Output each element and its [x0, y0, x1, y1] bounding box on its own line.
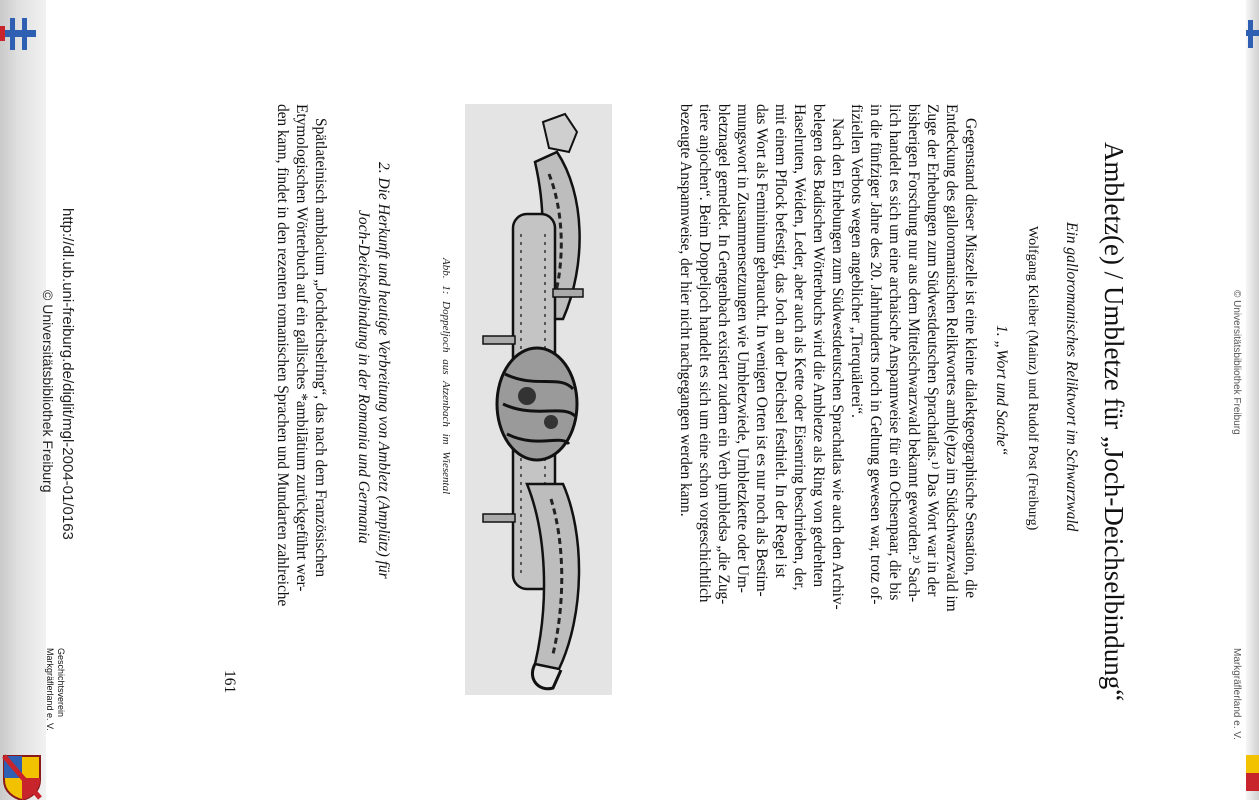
body-line: Entdeckung des galloromanischen Reliktwortes ambl(e)tzə im Südschwarzwald im [943, 104, 960, 612]
article-authors: Wolfgang Kleiber (Mainz) und Rudolf Post (Freiburg) [1025, 226, 1040, 531]
section-1-heading: 1. „Wort und Sache“ [993, 325, 1010, 456]
article-subtitle: Ein galloromanisches Reliktwort im Schwarzwald [1063, 222, 1080, 532]
figure-caption: Abb. 1: Doppeljoch aus Atzenbach im Wiesental [440, 258, 452, 495]
right-gutter [1246, 0, 1259, 800]
body-line: Spätlateinisch amblacium „Jochdeichselring“, das nach dem Französischen [312, 118, 329, 578]
body-line: bisherigen Forschung nur aus dem Mittelschwarzwald bekannt geworden.²⁾ Sach- [905, 104, 922, 603]
body-line: mit einem Pflock befestigt, das Joch an der Deichsel festhielt. In der Regel ist [772, 104, 789, 578]
body-line: belegen des Badischen Wörterbuchs wird die Ambletze als Ring von gedrehten [810, 104, 827, 588]
document-page [40, 0, 1246, 800]
body-line: fiziellen Verbots wegen angeblicher „Tierquälerei“. [848, 104, 865, 418]
margin-fragment-bottom: Markgräflerland e. V. [1231, 648, 1242, 740]
body-line: Etymologischen Wörterbuch auf ein gallisches *ambilātium zurückgeführt wer- [293, 104, 310, 592]
body-line: Haselruten, Weiden, Leder, aber auch als Kette oder Eisenring beschrieben, der, [791, 104, 808, 591]
margin-fragment-top: © Universitätsbibliothek Freiburg [1231, 290, 1242, 435]
body-line: mungswort in Zusammensetzungen wie Umbletzwiede, Umbletzkette oder Um- [734, 104, 751, 593]
society-name-line-2: Markgräflerland e. V. [45, 648, 55, 731]
society-name [44, 648, 66, 731]
page-number: 161 [221, 670, 238, 694]
body-line: lich handelt es sich um eine archaische Anspannweise für ein Ochsenpaar, die bis [886, 104, 903, 601]
section-2-heading-line: 2. Die Herkunft und heutige Verbreitung von Ambletz (Amplütz) für [375, 162, 392, 579]
body-line: das Wort als Femininum gebraucht. In wenigen Orten ist es nur noch als Bestim- [753, 104, 770, 597]
next-page-arms-icon [1246, 755, 1259, 795]
body-line: Gegenstand dieser Miszelle ist eine kleine dialektgeographische Sensation, die [962, 118, 979, 598]
society-coat-of-arms-icon [2, 754, 42, 800]
source-url: http://dl.ub.uni-freiburg.de/diglit/mgl-2004-01/0163 [59, 208, 76, 540]
society-name-line-1: Geschichtsverein [56, 648, 66, 718]
body-line: tiere anjochen“. Beim Doppeljoch handelt es sich um eine schon vorgeschichtlich [696, 104, 713, 603]
yoke-illustration [465, 104, 612, 695]
copyright-notice: © Universitätsbibliothek Freiburg [40, 290, 56, 493]
doppeljoch-figure [465, 104, 612, 695]
next-page-logo-icon [1246, 20, 1259, 60]
body-line: Zuge der Erhebungen zum Südwestdeutschen Sprachatlas.¹⁾ Das Wort war in der [924, 104, 941, 597]
body-line: Nach den Erhebungen zum Südwestdeutschen Sprachatlas wie auch den Archiv- [829, 118, 846, 610]
body-line: in die fünfziger Jahre des 20. Jahrhunderts noch in Geltung gewesen war, trotz of- [867, 104, 884, 605]
library-logo-icon [0, 16, 40, 52]
section-2-heading-line: Joch-Deichselbindung in der Romania und Germania [355, 210, 372, 544]
body-line: den kann, findet in den rezenten romanischen Sprachen und Mundarten zahlreiche [274, 104, 291, 607]
body-line: bezeugte Anspannweise, der hier nicht nachgegangen werden kann. [677, 104, 694, 517]
article-title: Ambletz(e) / Umbletze für „Joch-Deichselbindung“ [1099, 142, 1129, 702]
body-line: bletznagel gemeldet. In Gengenbach existiert zudem ein Verb ṷmbledsə „die Zug- [715, 104, 732, 605]
